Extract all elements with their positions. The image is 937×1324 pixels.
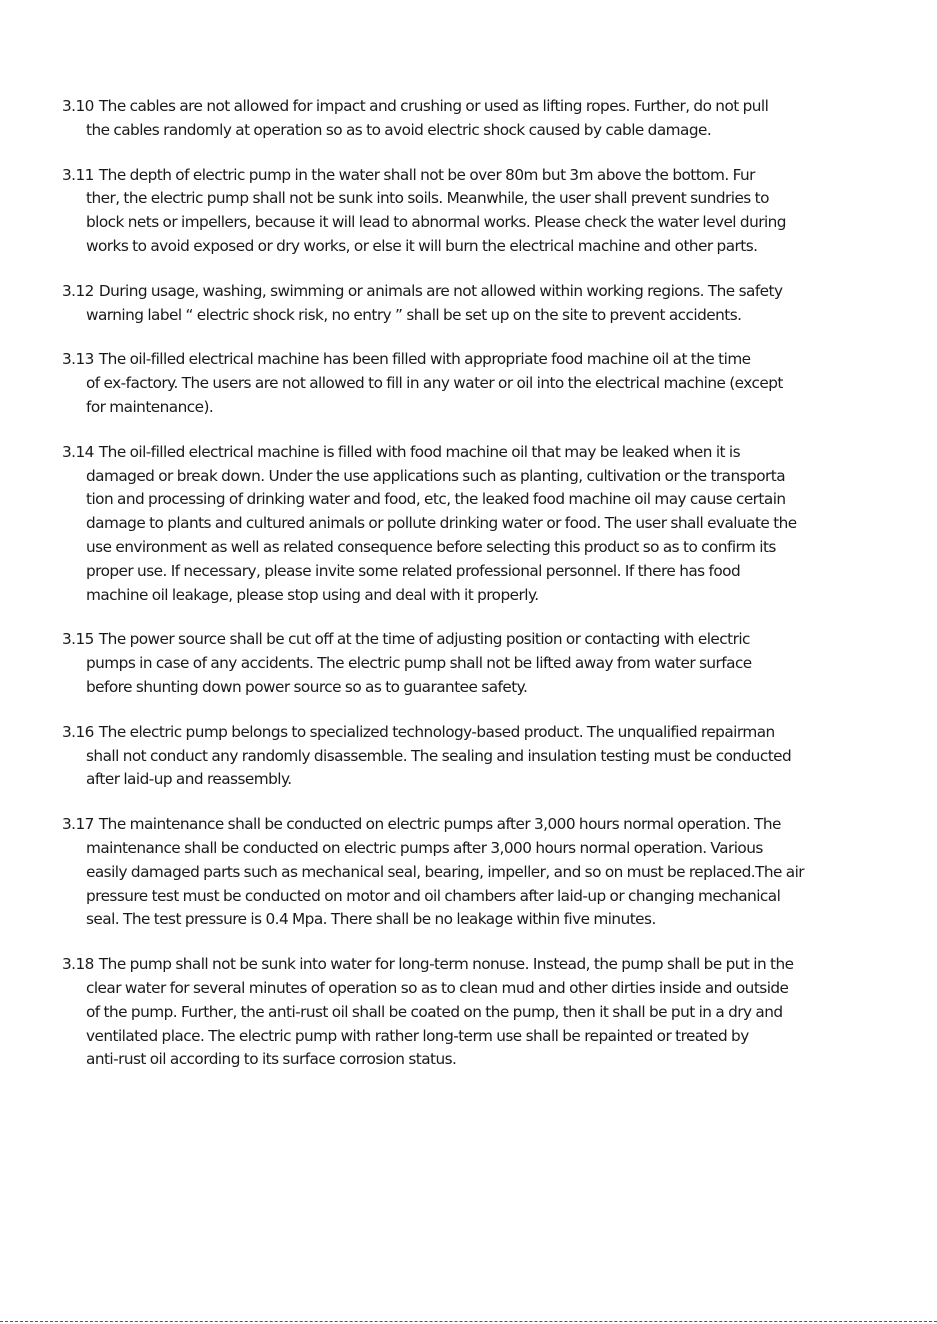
clause-3-14 (62, 441, 877, 608)
clause-3-15 (62, 628, 877, 699)
clause-line: proper use. If necessary, please invite some related professional personnel. If there has food (86, 561, 741, 580)
clause-line (62, 953, 877, 977)
clause-line: shall not conduct any randomly disassemble. The sealing and insulation testing must be conducted (86, 746, 792, 765)
clause-line: easily damaged parts such as mechanical seal, bearing, impeller, and so on must be replaced.The air (86, 862, 805, 881)
clause-line: before shunting down power source so as to guarantee safety. (86, 677, 528, 696)
clause-line (62, 164, 877, 188)
clause-text: The depth of electric pump in the water shall not be over 80m but 3m above the bottom. Fur (98, 165, 755, 184)
clause-line (62, 441, 877, 465)
clause-line: of the pump. Further, the anti-rust oil shall be coated on the pump, then it shall be put in a dry and (86, 1002, 783, 1021)
clause-line (62, 813, 877, 837)
clause-line: ventilated place. The electric pump with rather long-term use shall be repainted or treated by (86, 1026, 749, 1045)
clause-number: 3.18 (62, 955, 94, 974)
clause-line (62, 280, 877, 304)
clause-line: block nets or impellers, because it will lead to abnormal works. Please check the water level during (86, 213, 786, 232)
clause-line: works to avoid exposed or dry works, or else it will burn the electrical machine and other parts. (86, 236, 758, 255)
clause-text: During usage, washing, swimming or animals are not allowed within working regions. The safety (98, 281, 783, 300)
clause-text: The oil-filled electrical machine has been filled with appropriate food machine oil at the time (98, 350, 751, 369)
page-bottom-dashed-rule (0, 1321, 937, 1322)
clause-line: damage to plants and cultured animals or pollute drinking water or food. The user shall evaluate the (86, 514, 797, 533)
clause-line: warning label “ electric shock risk, no entry ” shall be set up on the site to prevent accidents. (86, 305, 742, 324)
clause-line: damaged or break down. Under the use applications such as planting, cultivation or the transporta (86, 466, 786, 485)
clause-line (62, 95, 877, 119)
clause-line: use environment as well as related consequence before selecting this product so as to confirm its (86, 537, 776, 556)
clause-line: anti-rust oil according to its surface corrosion status. (86, 1050, 457, 1069)
clause-3-13 (62, 348, 877, 419)
clause-line: the cables randomly at operation so as to avoid electric shock caused by cable damage. (86, 120, 712, 139)
clause-text: The oil-filled electrical machine is filled with food machine oil that may be leaked when it is (98, 442, 740, 461)
clause-line: of ex-factory. The users are not allowed to fill in any water or oil into the electrical machine (except (86, 374, 783, 393)
clause-number: 3.10 (62, 97, 94, 115)
clause-number: 3.11 (62, 165, 94, 184)
clause-3-12 (62, 280, 877, 328)
clause-3-10 (62, 95, 877, 143)
clause-line: ther, the electric pump shall not be sunk into soils. Meanwhile, the user shall prevent sundries to (86, 189, 769, 208)
clause-number: 3.15 (62, 630, 94, 649)
clause-line: machine oil leakage, please stop using and deal with it properly. (86, 585, 539, 604)
clause-line: maintenance shall be conducted on electric pumps after 3,000 hours normal operation. Various (86, 838, 763, 857)
clause-line (62, 628, 877, 652)
clause-line: after laid-up and reassembly. (86, 770, 292, 789)
clause-text: The electric pump belongs to specialized technology-based product. The unqualified repairman (98, 722, 775, 741)
clause-text: The power source shall be cut off at the time of adjusting position or contacting with electric (98, 630, 750, 649)
clause-number: 3.12 (62, 281, 94, 300)
clause-line: pumps in case of any accidents. The electric pump shall not be lifted away from water surface (86, 654, 752, 673)
clause-list (62, 95, 877, 1072)
clause-3-17 (62, 813, 877, 932)
clause-3-18 (62, 953, 877, 1072)
clause-line: pressure test must be conducted on motor and oil chambers after laid-up or changing mechanical (86, 886, 781, 905)
clause-3-11 (62, 164, 877, 259)
clause-text: The maintenance shall be conducted on electric pumps after 3,000 hours normal operation. The (98, 815, 781, 834)
clause-number: 3.14 (62, 442, 94, 461)
clause-number: 3.13 (62, 350, 94, 369)
clause-line (62, 721, 877, 745)
clause-3-16 (62, 721, 877, 792)
clause-line: seal. The test pressure is 0.4 Mpa. There shall be no leakage within five minutes. (86, 910, 656, 929)
clause-text: The cables are not allowed for impact and crushing or used as lifting ropes. Further, do not pull (98, 97, 769, 115)
clause-text: The pump shall not be sunk into water for long-term nonuse. Instead, the pump shall be put in the (98, 955, 794, 974)
clause-line: tion and processing of drinking water and food, etc, the leaked food machine oil may cause certain (86, 490, 786, 509)
clause-number: 3.17 (62, 815, 94, 834)
clause-line (62, 348, 877, 372)
clause-line: clear water for several minutes of operation so as to clean mud and other dirties inside and outside (86, 978, 789, 997)
clause-number: 3.16 (62, 722, 94, 741)
clause-line: for maintenance). (86, 397, 214, 416)
